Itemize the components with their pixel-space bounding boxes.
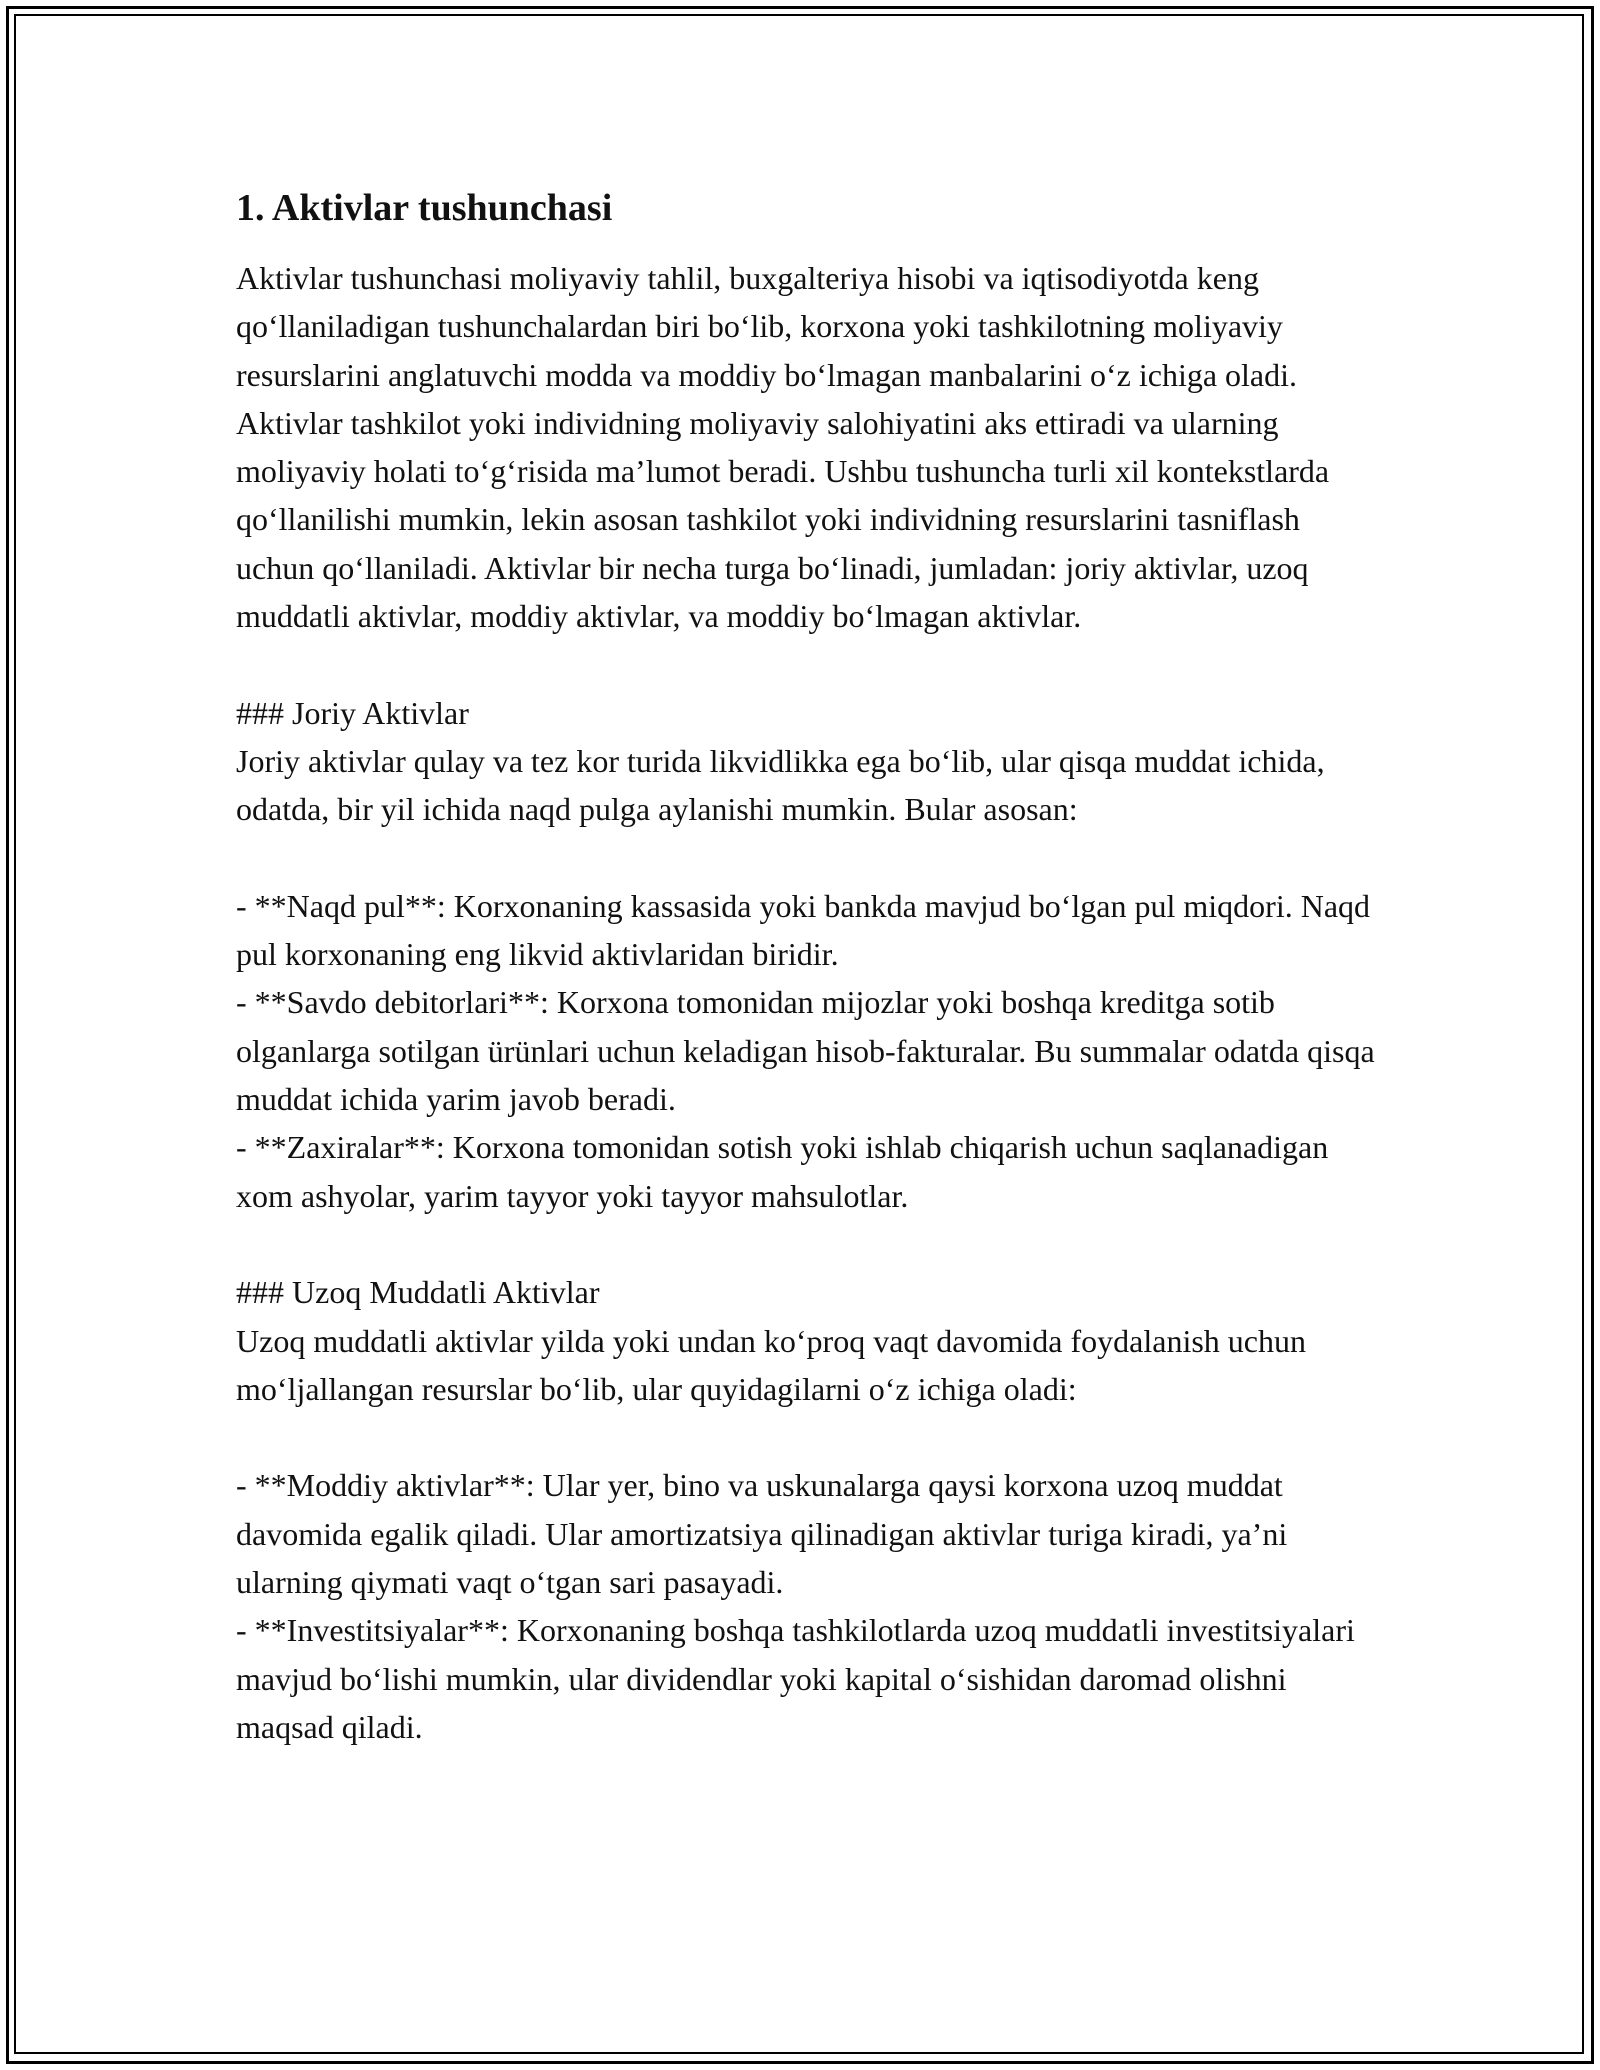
long-term-assets-heading: ### Uzoq Muddatli Aktivlar (236, 1274, 600, 1311)
long-term-assets-section (236, 1268, 1376, 1751)
list-item-tangible-assets: - **Moddiy aktivlar**: Ular yer, bino va uskunalarga qaysi korxona uzoq muddat davomida egalik qiladi. Ular amortizatsiya qilinadigan aktivlar turiga kiradi, ya’ni ularning qiymati vaqt o‘tgan sari pasayadi. (236, 1467, 1288, 1601)
document-body (236, 184, 1376, 1751)
current-assets-heading: ### Joriy Aktivlar (236, 694, 469, 731)
intro-paragraph: Aktivlar tushunchasi moliyaviy tahlil, buxgalteriya hisobi va iqtisodiyotda keng qo‘llaniladigan tushunchalardan biri bo‘lib, korxona yoki tashkilotning moliyaviy resurslarini anglatuvchi modda va moddiy bo‘lmagan manbalarini o‘z ichiga oladi. Aktivlar tashkilot yoki individning moliyaviy salohiyatini aks ettiradi va ularning moliyaviy holati to‘g‘risida ma’lumot beradi. Ushbu tushuncha turli xil kontekstlarda qo‘llanilishi mumkin, lekin asosan tashkilot yoki individning resurslarini tasniflash uchun qo‘llaniladi. Aktivlar bir necha turga bo‘linadi, jumladan: joriy aktivlar, uzoq muddatli aktivlar, moddiy aktivlar, va moddiy bo‘lmagan aktivlar. (236, 260, 1330, 635)
long-term-assets-paragraph: Uzoq muddatli aktivlar yilda yoki undan ko‘proq vaqt davomida foydalanish uchun mo‘ljallangan resurslar bo‘lib, ular quyidagilarni o‘z ichiga oladi: (236, 1322, 1306, 1407)
current-assets-paragraph: Joriy aktivlar qulay va tez kor turida likvidlikka ega bo‘lib, ular qisqa muddat ichida, odatda, bir yil ichida naqd pulga aylanishi mumkin. Bular asosan: (236, 742, 1325, 828)
blank-line (236, 1220, 1376, 1268)
list-item-inventory: - **Zaxiralar**: Korxona tomonidan sotish yoki ishlab chiqarish uchun saqlanadigan xom ashyolar, yarim tayyor yoki tayyor mahsulotlar. (236, 1129, 1329, 1214)
section-title: 1. Aktivlar tushunchasi (236, 187, 613, 229)
list-item-receivables: - **Savdo debitorlari**: Korxona tomonidan mijozlar yoki boshqa kreditga sotib olganlarga sotilgan ürünlari uchun keladigan hisob-fakturalar. Bu summalar odatda qisqa muddat ichida yarim javob beradi. (236, 984, 1375, 1118)
blank-line (236, 1413, 1376, 1461)
list-item-investments: - **Investitsiyalar**: Korxonaning boshqa tashkilotlarda uzoq muddatli investitsiyalari mavjud bo‘lishi mumkin, ular dividendlar yoki kapital o‘sishidan daromad olishni maqsad qiladi. (236, 1612, 1355, 1745)
blank-line (236, 834, 1376, 882)
blank-line (236, 640, 1376, 688)
current-assets-section (236, 689, 1376, 1220)
list-item-cash: - **Naqd pul**: Korxonaning kassasida yoki bankda mavjud bo‘lgan pul miqdori. Naqd pul korxonaning eng likvid aktivlaridan biridir. (236, 887, 1371, 973)
